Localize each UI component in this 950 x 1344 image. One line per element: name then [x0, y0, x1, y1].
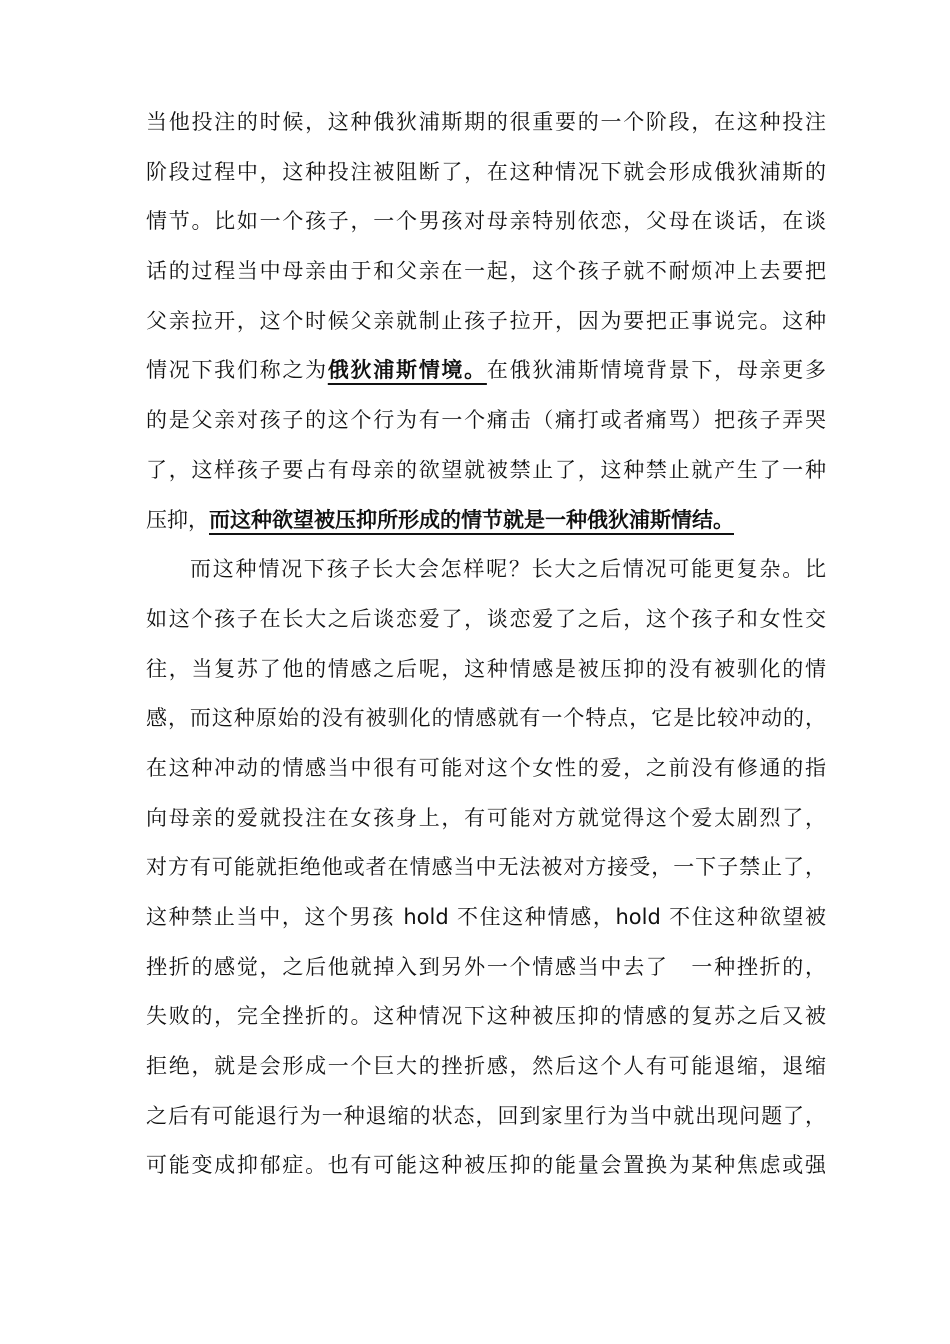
english-word: hold: [403, 905, 449, 929]
text-line: 之后有可能退行为一种退缩的状态，回到家里行为当中就出现问题了，: [146, 1103, 826, 1128]
text-segment: 不住这种欲望被: [660, 905, 826, 929]
text-line: 的是父亲对孩子的这个行为有一个痛击（痛打或者痛骂）把孩子弄哭: [146, 408, 826, 433]
text-line: [146, 893, 826, 943]
text-line: [146, 496, 826, 546]
text-line: 失败的，完全挫折的。这种情况下这种被压抑的情感的复苏之后又被: [146, 1004, 826, 1029]
text-line: [146, 346, 826, 396]
text-segment: 这种禁止当中，这个男孩: [146, 905, 404, 929]
text-line: 挫折的感觉，之后他就掉入到另外一个情感当中去了 一种挫折的，: [146, 954, 826, 979]
text-line: 话的过程当中母亲由于和父亲在一起，这个孩子就不耐烦冲上去要把: [146, 259, 826, 284]
text-segment: 不住这种情感，: [448, 905, 616, 929]
text-line: 在这种冲动的情感当中很有可能对这个女性的爱，之前没有修通的指: [146, 755, 826, 780]
english-word: hold: [615, 905, 661, 929]
text-line: 而这种情况下孩子长大会怎样呢？长大之后情况可能更复杂。比: [190, 557, 826, 582]
emphasized-term: 俄狄浦斯情境。: [327, 358, 487, 383]
text-line: 往，当复苏了他的情感之后呢，这种情感是被压抑的没有被驯化的情: [146, 656, 826, 681]
text-line: 了，这样孩子要占有母亲的欲望就被禁止了，这种禁止就产生了一种: [146, 457, 826, 482]
text-segment: 情况下我们称之为: [146, 358, 328, 383]
text-line: 情节。比如一个孩子，一个男孩对母亲特别依恋，父母在谈话，在谈: [146, 209, 826, 234]
text-line: 当他投注的时候，这种俄狄浦斯期的很重要的一个阶段，在这种投注: [146, 110, 826, 134]
body-text: [146, 98, 826, 1191]
text-line: 如这个孩子在长大之后谈恋爱了，谈恋爱了之后，这个孩子和女性交: [146, 606, 826, 631]
paragraph-1: [146, 98, 826, 545]
text-segment: 在俄狄浦斯情境背景下，母亲更多: [486, 358, 827, 383]
text-line: 阶段过程中，这种投注被阻断了，在这种情况下就会形成俄狄浦斯的: [146, 159, 826, 184]
text-line: 可能变成抑郁症。也有可能这种被压抑的能量会置换为某种焦虑或强: [146, 1153, 826, 1178]
text-line: 拒绝，就是会形成一个巨大的挫折感，然后这个人有可能退缩，退缩: [146, 1054, 826, 1079]
emphasized-sentence: 而这种欲望被压抑所形成的情节就是一种俄狄浦斯情结。: [209, 507, 734, 532]
text-line: 向母亲的爱就投注在女孩身上，有可能对方就觉得这个爱太剧烈了，: [146, 805, 826, 830]
text-line: 对方有可能就拒绝他或者在情感当中无法被对方接受，一下子禁止了，: [146, 855, 826, 880]
text-line: 父亲拉开，这个时候父亲就制止孩子拉开，因为要把正事说完。这种: [146, 308, 826, 333]
text-segment: 压抑，: [146, 507, 209, 532]
text-line: 感，而这种原始的没有被驯化的情感就有一个特点，它是比较冲动的，: [146, 706, 826, 731]
paragraph-2: [146, 545, 826, 1191]
